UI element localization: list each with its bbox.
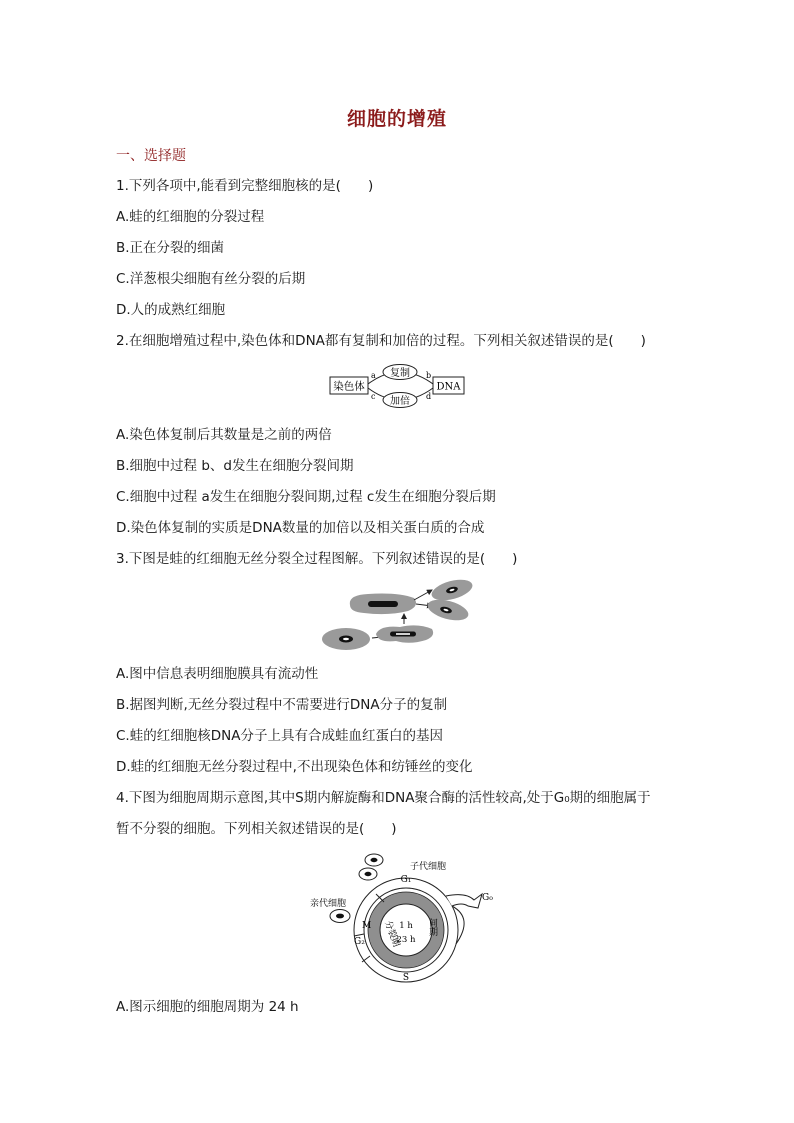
label-a: a [371,371,376,380]
question-1-option-b: B.正在分裂的细菌 [116,240,225,256]
question-2-option-a: A.染色体复制后其数量是之前的两倍 [116,427,332,443]
daughter-cell-icon-2 [359,868,377,880]
daughter-cell-label: 子代细胞 [410,862,447,872]
question-1-option-c: C.洋葱根尖细胞有丝分裂的后期 [116,271,306,287]
g1-label: G₁ [400,875,412,885]
question-3-option-a: A.图中信息表明细胞膜具有流动性 [116,666,319,682]
page-title: 细胞的增殖 [346,108,447,130]
question-4-option-a: A.图示细胞的细胞周期为 24 h [116,999,299,1015]
replication-label: 复制 [390,368,410,379]
amitosis-diagram [318,576,478,654]
chromosome-label: 染色体 [333,380,365,393]
division-phase-label: 分裂期 [382,919,401,949]
question-2-option-b: B.细胞中过程 b、d发生在细胞分裂间期 [116,458,354,474]
question-3-option-b: B.据图判断,无丝分裂过程中不需要进行DNA分子的复制 [116,697,448,713]
question-2-option-d: D.染色体复制的实质是DNA数量的加倍以及相关蛋白质的合成 [116,520,485,536]
cell-cycle-diagram [306,848,496,986]
parent-cell-icon [330,910,350,923]
g0-branch [446,894,482,908]
question-1-option-a: A.蛙的红细胞的分裂过程 [116,209,265,225]
question-3-option-c: C.蛙的红细胞核DNA分子上具有合成蛙血红蛋白的基因 [116,728,443,744]
parent-cell-label: 亲代细胞 [310,899,347,909]
doubling-label: 加倍 [390,396,410,407]
frog-cell-3 [350,594,416,615]
m-label: M [362,921,372,931]
question-2-stem: 2.在细胞增殖过程中,染色体和DNA都有复制和加倍的过程。下列相关叙述错误的是( ) [116,333,646,349]
section-heading: 一、选择题 [116,148,186,164]
frog-cell-1 [322,628,370,650]
arrow-3 [414,590,432,600]
question-2-option-c: C.细胞中过程 a发生在细胞分裂间期,过程 c发生在细胞分裂后期 [116,489,496,505]
chromosome-dna-diagram [328,362,468,410]
label-c: c [371,392,376,401]
label-b: b [426,371,432,380]
dna-label: DNA [436,381,461,393]
question-3-option-d: D.蛙的红细胞无丝分裂过程中,不出现染色体和纺锤丝的变化 [116,759,473,775]
g2-label: G₂ [354,937,365,947]
daughter-cell-icon-1 [365,854,383,866]
question-4-stem-line-2: 暂不分裂的细胞。下列相关叙述错误的是( ) [116,821,397,837]
frog-cell-daughter-2 [425,596,470,624]
question-1-option-d: D.人的成熟红细胞 [116,302,226,318]
frog-cell-2 [376,625,433,642]
question-3-stem: 3.下图是蛙的红细胞无丝分裂全过程图解。下列叙述错误的是( ) [116,551,518,567]
inner-1h-label: 1 h [399,921,413,931]
g0-label: G₀ [482,893,493,903]
s-label: S [402,973,410,983]
interphase-label: 间期 [427,918,437,936]
label-d: d [426,392,432,401]
question-4-stem-line-1: 4.下图为细胞周期示意图,其中S期内解旋酶和DNA聚合酶的活性较高,处于G₀期的细胞属于 [116,790,651,806]
question-1-stem: 1.下列各项中,能看到完整细胞核的是( ) [116,178,374,194]
inner-23h-label: 23 h [396,935,416,945]
